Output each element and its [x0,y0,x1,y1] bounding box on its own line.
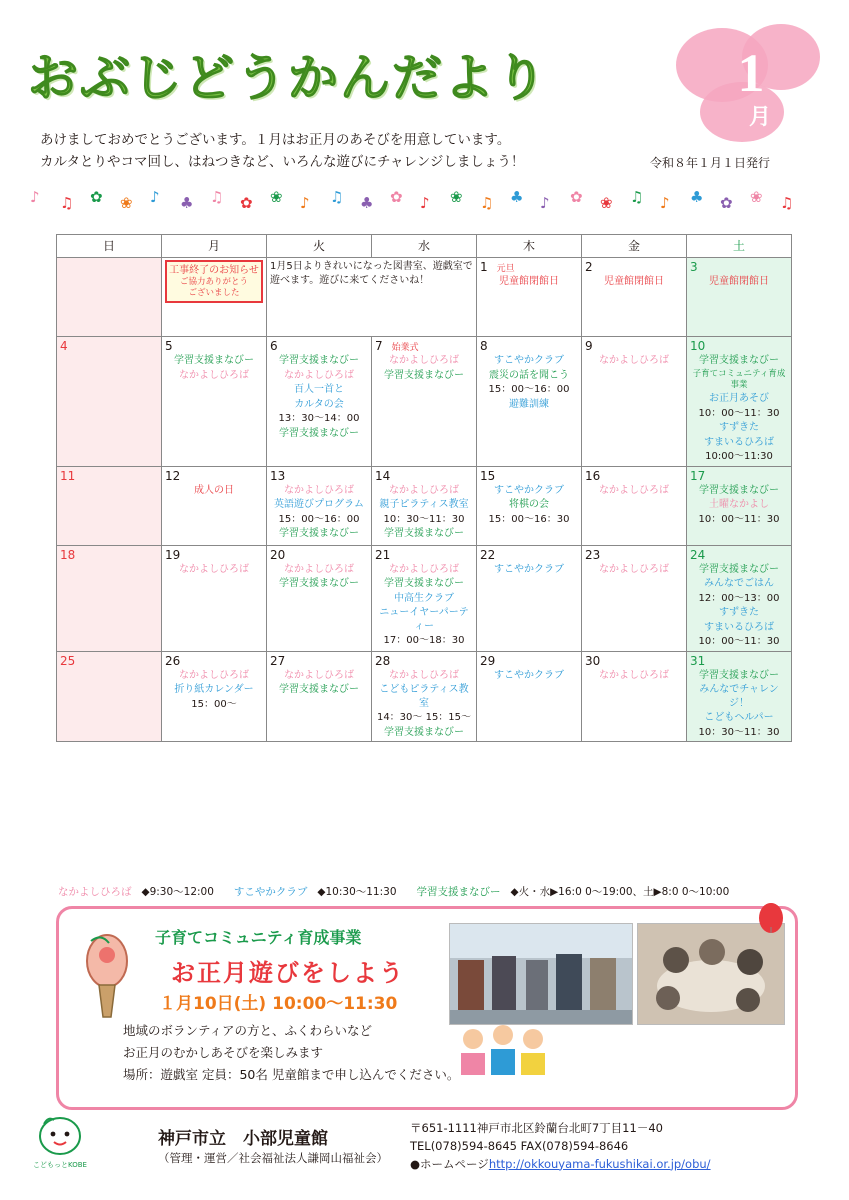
decorative-glyph: ♣ [360,194,374,212]
calendar-week-row [57,545,792,651]
day-label: 始業式 [382,343,419,353]
calendar-event: 10:00～11:30 [705,451,773,463]
calendar-event: なかよしひろば [599,669,669,681]
calendar-event: 14：30～ 15：15～ [376,712,472,724]
legend-item [234,886,407,898]
legend-time: ◆火・水▶16:0 0～19:00、土▶8:0 0～10:00 [510,886,730,898]
newsletter-title-wrap [28,38,708,118]
calendar-body [57,258,792,742]
day-number: 28 [375,653,391,668]
event-photo-2 [637,923,785,1025]
calendar-event: すずきた [718,607,760,619]
decorative-glyph: ❀ [450,188,463,206]
decorative-glyph: ❀ [600,194,613,212]
event-desc-2: お正月のむかしあそびを楽しみます [123,1045,324,1060]
calendar-event: みんなでごはん [704,578,774,590]
day-number: 22 [480,547,496,562]
calendar-week-row [57,651,792,742]
children-illustration [451,1021,571,1079]
calendar-event: 学習支援まなびー [279,578,359,590]
day-number: 14 [375,468,391,483]
homepage-line [410,1156,711,1174]
decorative-glyph: ♪ [30,188,40,206]
legend [58,884,798,899]
day-number: 26 [165,653,181,668]
calendar-event: すこやかクラブ [494,484,564,496]
calendar-event: 15：00～16：00 [488,384,570,395]
calendar-event: 10：30～11：30 [698,726,780,738]
weekday-header-tue: 火 [267,235,372,258]
calendar-event: こどもピラティス教室 [379,684,469,709]
day-number: 15 [480,468,496,483]
decorative-glyph: ♣ [180,194,194,212]
calendar-week-row [57,258,792,337]
calendar-week-row [57,337,792,467]
calendar-event: なかよしひろば [179,563,249,575]
calendar-day-cell[interactable] [582,545,687,651]
calendar-event: すこやかクラブ [494,355,564,366]
day-number: 25 [60,653,76,668]
calendar-day-cell[interactable] [57,337,162,467]
calendar-day-cell[interactable] [687,337,792,467]
calendar-day-cell[interactable] [267,258,477,337]
decorative-glyph: ✿ [570,188,583,206]
day-number: 13 [270,468,286,483]
calendar-event: なかよしひろば [284,484,354,496]
day-number: 8 [480,339,488,353]
day-number: 27 [270,653,286,668]
calendar-event: 学習支援まなびー [384,578,464,590]
day-number: 11 [60,468,76,483]
calendar-event: 学習支援まなびー [279,355,359,366]
calendar-event: すまいるひろば [704,436,774,448]
calendar-event: 10：30～11：30 [383,513,465,525]
decorative-glyph: ♫ [330,188,344,206]
weekday-header-thu: 木 [477,235,582,258]
calendar-week-row [57,466,792,545]
calendar-day-cell[interactable] [372,337,477,467]
calendar-event: 児童館閉館日 [709,276,769,287]
legend-time: ◆10:30～11:30 [317,886,397,898]
calendar-event: 学習支援まなびー [699,355,779,366]
decorative-glyph: ✿ [240,194,253,212]
calendar-event: 児童館閉館日 [604,276,664,287]
hagoita-icon [77,931,137,1021]
calendar-event: なかよしひろば [599,355,669,366]
event-desc-1: 地域のボランティアの方と、ふくわらいなど [123,1023,373,1038]
day-number: 7 [375,339,383,353]
calendar-day-cell[interactable] [372,545,477,651]
contact-info [410,1120,711,1173]
issue-date: 令和８年１月１日発行 [650,156,771,170]
legend-label: 学習支援まなびー [416,886,501,898]
day-number: 6 [270,339,278,353]
calendar-event: 折り紙カレンダー [174,684,254,696]
event-box [56,906,798,1110]
calendar-event: 10：00～11：30 [698,407,780,419]
decorative-glyph: ♣ [690,188,704,206]
lead-line-2: カルタとりやコマ回し、はねつきなど、いろんな遊びにチャレンジしましょう！ [40,153,525,170]
calendar-event: ニューイヤーパーティー [379,607,469,632]
calendar-event: 10：00～11：30 [698,513,780,525]
calendar-event: すまいるひろば [704,621,774,633]
notice-sub-1: ご協力ありがとう [179,277,248,287]
event-photo-1 [449,923,633,1025]
day-number: 10 [690,339,706,353]
calendar-event: 学習支援まなびー [279,684,359,696]
calendar-day-cell[interactable] [477,466,582,545]
calendar-event: みんなでチャレンジ！ [699,684,779,709]
calendar-event: 英語遊びプログラム [274,499,364,511]
decorative-glyph: ♪ [540,194,550,212]
calendar-event: 学習支援まなびー [384,726,464,738]
calendar-day-cell[interactable] [477,545,582,651]
legend-time: ◆9:30～12:00 [141,886,214,898]
day-number: 20 [270,547,286,562]
calendar-event: 親子ピラティス教室 [379,499,469,511]
org-name: 神戸市立 小部児童館 [158,1129,328,1149]
weekday-header-mon: 月 [162,235,267,258]
calendar-event: なかよしひろば [599,563,669,575]
calendar-event: カルタの会 [294,398,344,410]
calendar-event: なかよしひろば [389,669,459,681]
calendar-event: なかよしひろば [284,369,354,381]
calendar-event: 中高生クラブ [394,592,454,604]
calendar-event: 学習支援まなびー [699,484,779,496]
calendar-day-cell[interactable] [582,258,687,337]
calendar-day-cell[interactable] [477,337,582,467]
month-kanji: 月 [748,105,771,130]
decorative-glyph: ❀ [750,188,763,206]
calendar-event: 学習支援まなびー [699,669,779,681]
decorative-glyph: ♫ [210,188,224,206]
month-number: 1 [737,43,765,103]
calendar-day-cell[interactable] [582,651,687,742]
day-number: 9 [585,339,593,353]
calendar-event: 10：00～11：30 [698,636,780,648]
event-subtitle: 子育てコミュニティ育成事業 [155,928,362,947]
calendar-event: なかよしひろば [599,484,669,496]
legend-label: なかよしひろば [58,886,132,898]
day-number: 30 [585,653,601,668]
day-label: 元旦 [487,264,515,274]
event-title: お正月遊びをしよう [171,959,405,987]
day-number: 2 [585,260,593,274]
address-line: 〒651-1111神戸市北区鈴蘭台北町7丁目11－40 [410,1121,663,1135]
decorative-glyph: ♪ [300,194,310,212]
calendar-day-cell[interactable] [162,258,267,337]
calendar-event: 土曜なかよし [709,499,769,511]
homepage-label: ●ホームページ [410,1156,489,1171]
legend-item [58,886,224,898]
calendar-event: 百人一首と [294,384,344,395]
event-desc-3: 場所：遊戯室 定員：50名 児童館まで申し込んでください。 [123,1067,460,1082]
org-sub: （管理・運営／社会福祉法人謙岡山福祉会） [158,1151,388,1165]
day-number: 24 [690,547,706,562]
day-number: 31 [690,653,706,668]
decorative-glyph: ✿ [390,188,403,206]
calendar-day-cell[interactable] [267,651,372,742]
day-number: 21 [375,547,391,562]
balloon-icon [759,903,783,933]
calendar-table [56,234,792,742]
decorative-glyph: ♪ [660,194,670,212]
notice-sub-2: ございました [188,288,240,299]
calendar-day-cell[interactable] [267,545,372,651]
lead-line-1: あけましておめでとうございます。１月はお正月のあそびを用意しています。 [40,132,511,148]
calendar-header-row [57,235,792,258]
calendar-day-cell[interactable] [687,466,792,545]
calendar-day-cell[interactable] [57,545,162,651]
calendar-event: 17：00～18：30 [383,635,465,647]
calendar-day-cell[interactable] [477,651,582,742]
legend-label: すこやかクラブ [233,886,308,898]
legend-item [417,886,740,898]
calendar-day-cell[interactable] [162,337,267,467]
calendar-day-cell[interactable] [267,466,372,545]
day-number: 5 [165,339,173,353]
calendar-event: なかよしひろば [389,563,459,575]
weekday-header-sun: 日 [57,235,162,258]
weekday-header-sat: 土 [687,235,792,258]
calendar-event: すこやかクラブ [494,563,564,575]
calendar-day-cell[interactable] [477,258,582,337]
calendar-event: 避難訓練 [509,398,549,410]
decorative-glyph: ♫ [780,194,794,212]
day-number: 29 [480,653,496,668]
calendar-event: 学習支援まなびー [279,528,359,540]
day-number: 23 [585,547,601,562]
decorative-glyph: ♫ [630,188,644,206]
calendar-event: 将棋の会 [509,499,549,511]
calendar-event: 震災の話を聞こう [489,369,569,381]
calendar-day-cell[interactable] [582,466,687,545]
reopen-note: 1月5日よりきれいになった図書室、遊戯室で遊べます。遊びに来てくださいね！ [270,261,473,286]
day-number: 19 [165,547,181,562]
day-number: 4 [60,339,68,353]
decorative-glyph: ✿ [720,194,733,212]
calendar-event: 15：00～16：30 [488,513,570,525]
calendar-day-cell[interactable] [687,545,792,651]
tel-fax-line: TEL(078)594-8645 FAX(078)594-8646 [410,1138,629,1153]
decorative-glyph: ♫ [60,194,74,212]
calendar-day-cell[interactable] [57,466,162,545]
calendar-event: 学習支援まなびー [699,563,779,575]
calendar-event: 学習支援まなびー [279,427,359,439]
homepage-link[interactable]: http://okkouyama-fukushikai.or.jp/obu/ [488,1156,711,1171]
calendar-event: すこやかクラブ [494,669,564,681]
construction-notice [165,260,263,303]
calendar-day-cell[interactable] [372,466,477,545]
calendar-event: なかよしひろば [389,355,459,366]
calendar-day-cell[interactable] [162,466,267,545]
calendar-day-cell[interactable] [372,651,477,742]
weekday-header-fri: 金 [582,235,687,258]
calendar-event: お正月あそび [709,393,769,405]
day-number: 3 [690,260,698,274]
calendar-day-cell[interactable] [687,651,792,742]
calendar-event: 学習支援まなびー [384,528,464,540]
calendar-day-cell[interactable] [57,258,162,337]
decorative-band [28,188,821,214]
decorative-glyph: ♫ [480,194,494,212]
calendar-event: 13：30～14：00 [278,413,360,424]
calendar-day-cell[interactable] [162,651,267,742]
calendar-event: 学習支援まなびー [174,355,254,366]
calendar-event: 15：00～16：00 [278,513,360,525]
calendar-event: 15：00～ [191,698,237,710]
notice-title: 工事終了のお知らせ [169,265,259,276]
calendar-event: 学習支援まなびー [384,369,464,381]
calendar-event: 子育てコミュニティ育成事業 [692,368,786,390]
decorative-glyph: ♪ [150,188,160,206]
calendar-event: 成人の日 [194,484,234,496]
calendar-day-cell[interactable] [267,337,372,467]
day-number: 18 [60,547,76,562]
calendar-event: こどもヘルパー [704,712,774,724]
calendar-event: すずきた [718,422,760,434]
svg-text:こどもっとKOBE: こどもっとKOBE [33,1161,87,1169]
calendar-event: なかよしひろば [284,563,354,575]
page-title: おぶじどうかんだより [28,49,548,107]
day-number: 16 [585,468,601,483]
calendar-event: なかよしひろば [284,669,354,681]
decorative-glyph: ♪ [420,194,430,212]
decorative-glyph: ✿ [90,188,103,206]
day-number: 1 [480,260,488,274]
calendar-day-cell[interactable] [57,651,162,742]
weekday-header-wed: 水 [372,235,477,258]
calendar-event: なかよしひろば [179,369,249,381]
lead-text [40,130,740,173]
calendar-event: なかよしひろば [179,669,249,681]
decorative-glyph: ❀ [270,188,283,206]
day-number: 17 [690,468,706,483]
decorative-glyph: ❀ [120,194,133,212]
calendar-event: 児童館閉館日 [499,276,559,287]
calendar-day-cell[interactable] [582,337,687,467]
day-number: 12 [165,468,181,483]
calendar-day-cell[interactable] [162,545,267,651]
calendar-event: なかよしひろば [389,484,459,496]
decorative-glyph: ♣ [510,188,524,206]
calendar-day-cell[interactable] [687,258,792,337]
event-date: １月10日(土) 10:00～11:30 [159,994,398,1014]
kobe-logo [28,1112,92,1172]
calendar-event: 12：00～13：00 [698,592,780,604]
